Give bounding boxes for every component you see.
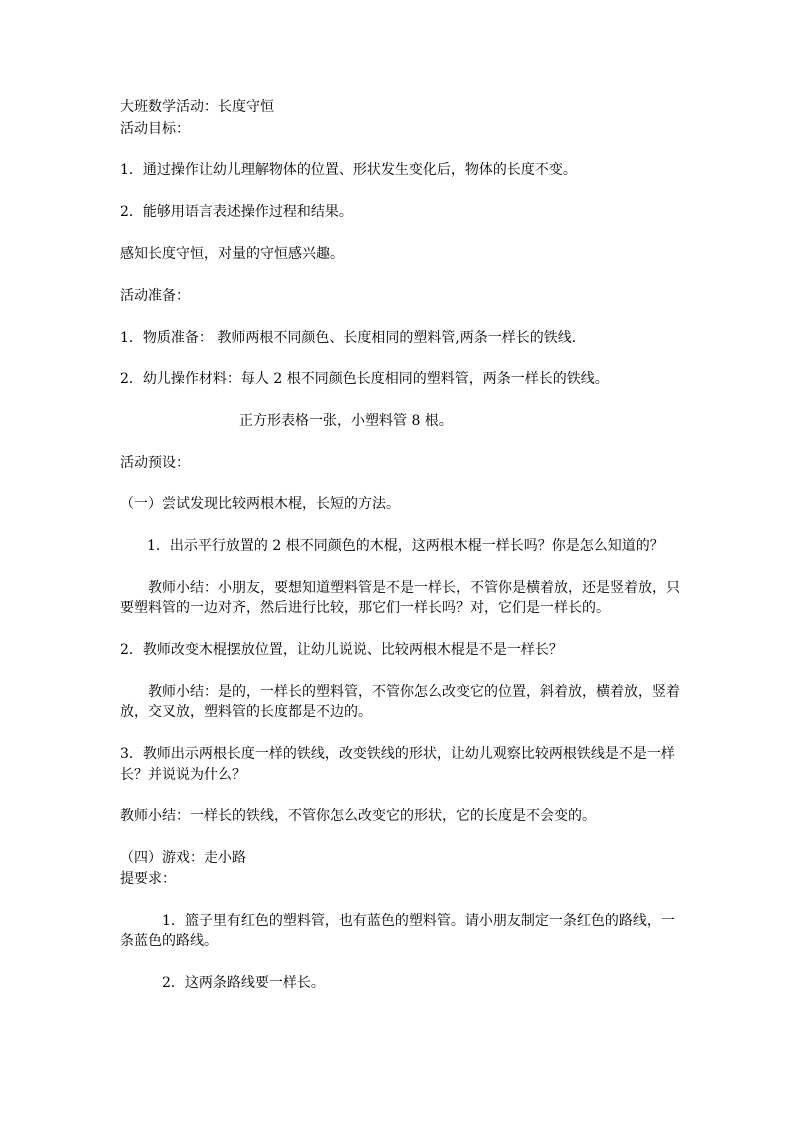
preparation-item-2-continued: 正方形表格一张，小塑料管 8 根。 <box>239 413 453 429</box>
requirement-2: 2．这两条路线要一样长。 <box>162 975 325 991</box>
plan-part-1-heading: （一）尝试发现比较两根木棍，长短的方法。 <box>120 496 400 512</box>
preparation-item-2: 2．幼儿操作材料：每人 2 根不同颜色长度相同的塑料管，两条一样长的铁线。 <box>120 371 609 387</box>
section-heading-plan: 活动预设： <box>120 455 190 471</box>
document-title: 大班数学活动：长度守恒 <box>120 99 274 115</box>
teacher-summary-2-line-1: 教师小结：是的，一样长的塑料管，不管你怎么改变它的位置，斜着放，横着放，竖着 <box>148 684 680 700</box>
game-heading: （四）游戏：走小路 <box>120 850 246 866</box>
plan-step-3-line-1: 3．教师出示两根长度一样的铁线，改变铁线的形状，让幼儿观察比较两根铁线是不是一样 <box>120 746 675 762</box>
teacher-summary-2-line-2: 放，交叉放，塑料管的长度都是不边的。 <box>120 704 372 720</box>
goal-item-2: 2．能够用语言表述操作过程和结果。 <box>120 204 353 220</box>
preparation-item-1: 1．物质准备： 教师两根不同颜色、长度相同的塑料管,两条一样长的铁线. <box>120 330 577 346</box>
teacher-summary-3: 教师小结：一样长的铁线，不管你怎么改变它的形状，它的长度是不会变的。 <box>120 808 596 824</box>
section-heading-goals: 活动目标： <box>120 121 190 137</box>
plan-step-3-line-2: 长？并说说为什么？ <box>120 767 246 783</box>
goal-item-3: 感知长度守恒，对量的守恒感兴趣。 <box>120 246 344 262</box>
requirement-1-line-2: 条蓝色的路线。 <box>120 933 218 949</box>
teacher-summary-1-line-2: 要塑料管的一边对齐，然后进行比较，那它们一样长吗？对，它们是一样长的。 <box>120 600 610 616</box>
goal-item-1: 1．通过操作让幼儿理解物体的位置、形状发生变化后，物体的长度不变。 <box>120 162 577 178</box>
requirement-1-line-1: 1．篮子里有红色的塑料管，也有蓝色的塑料管。请小朋友制定一条红色的路线，一 <box>162 913 675 929</box>
section-heading-preparation: 活动准备： <box>120 288 190 304</box>
plan-step-1: 1．出示平行放置的 2 根不同颜色的木棍，这两根木棍一样长吗？你是怎么知道的？ <box>147 538 664 554</box>
plan-step-2: 2．教师改变木棍摆放位置，让幼儿说说、比较两根木棍是不是一样长？ <box>120 642 563 658</box>
requirements-heading: 提要求： <box>120 871 176 887</box>
teacher-summary-1-line-1: 教师小结：小朋友，要想知道塑料管是不是一样长，不管你是横着放，还是竖着放，只 <box>148 580 680 596</box>
